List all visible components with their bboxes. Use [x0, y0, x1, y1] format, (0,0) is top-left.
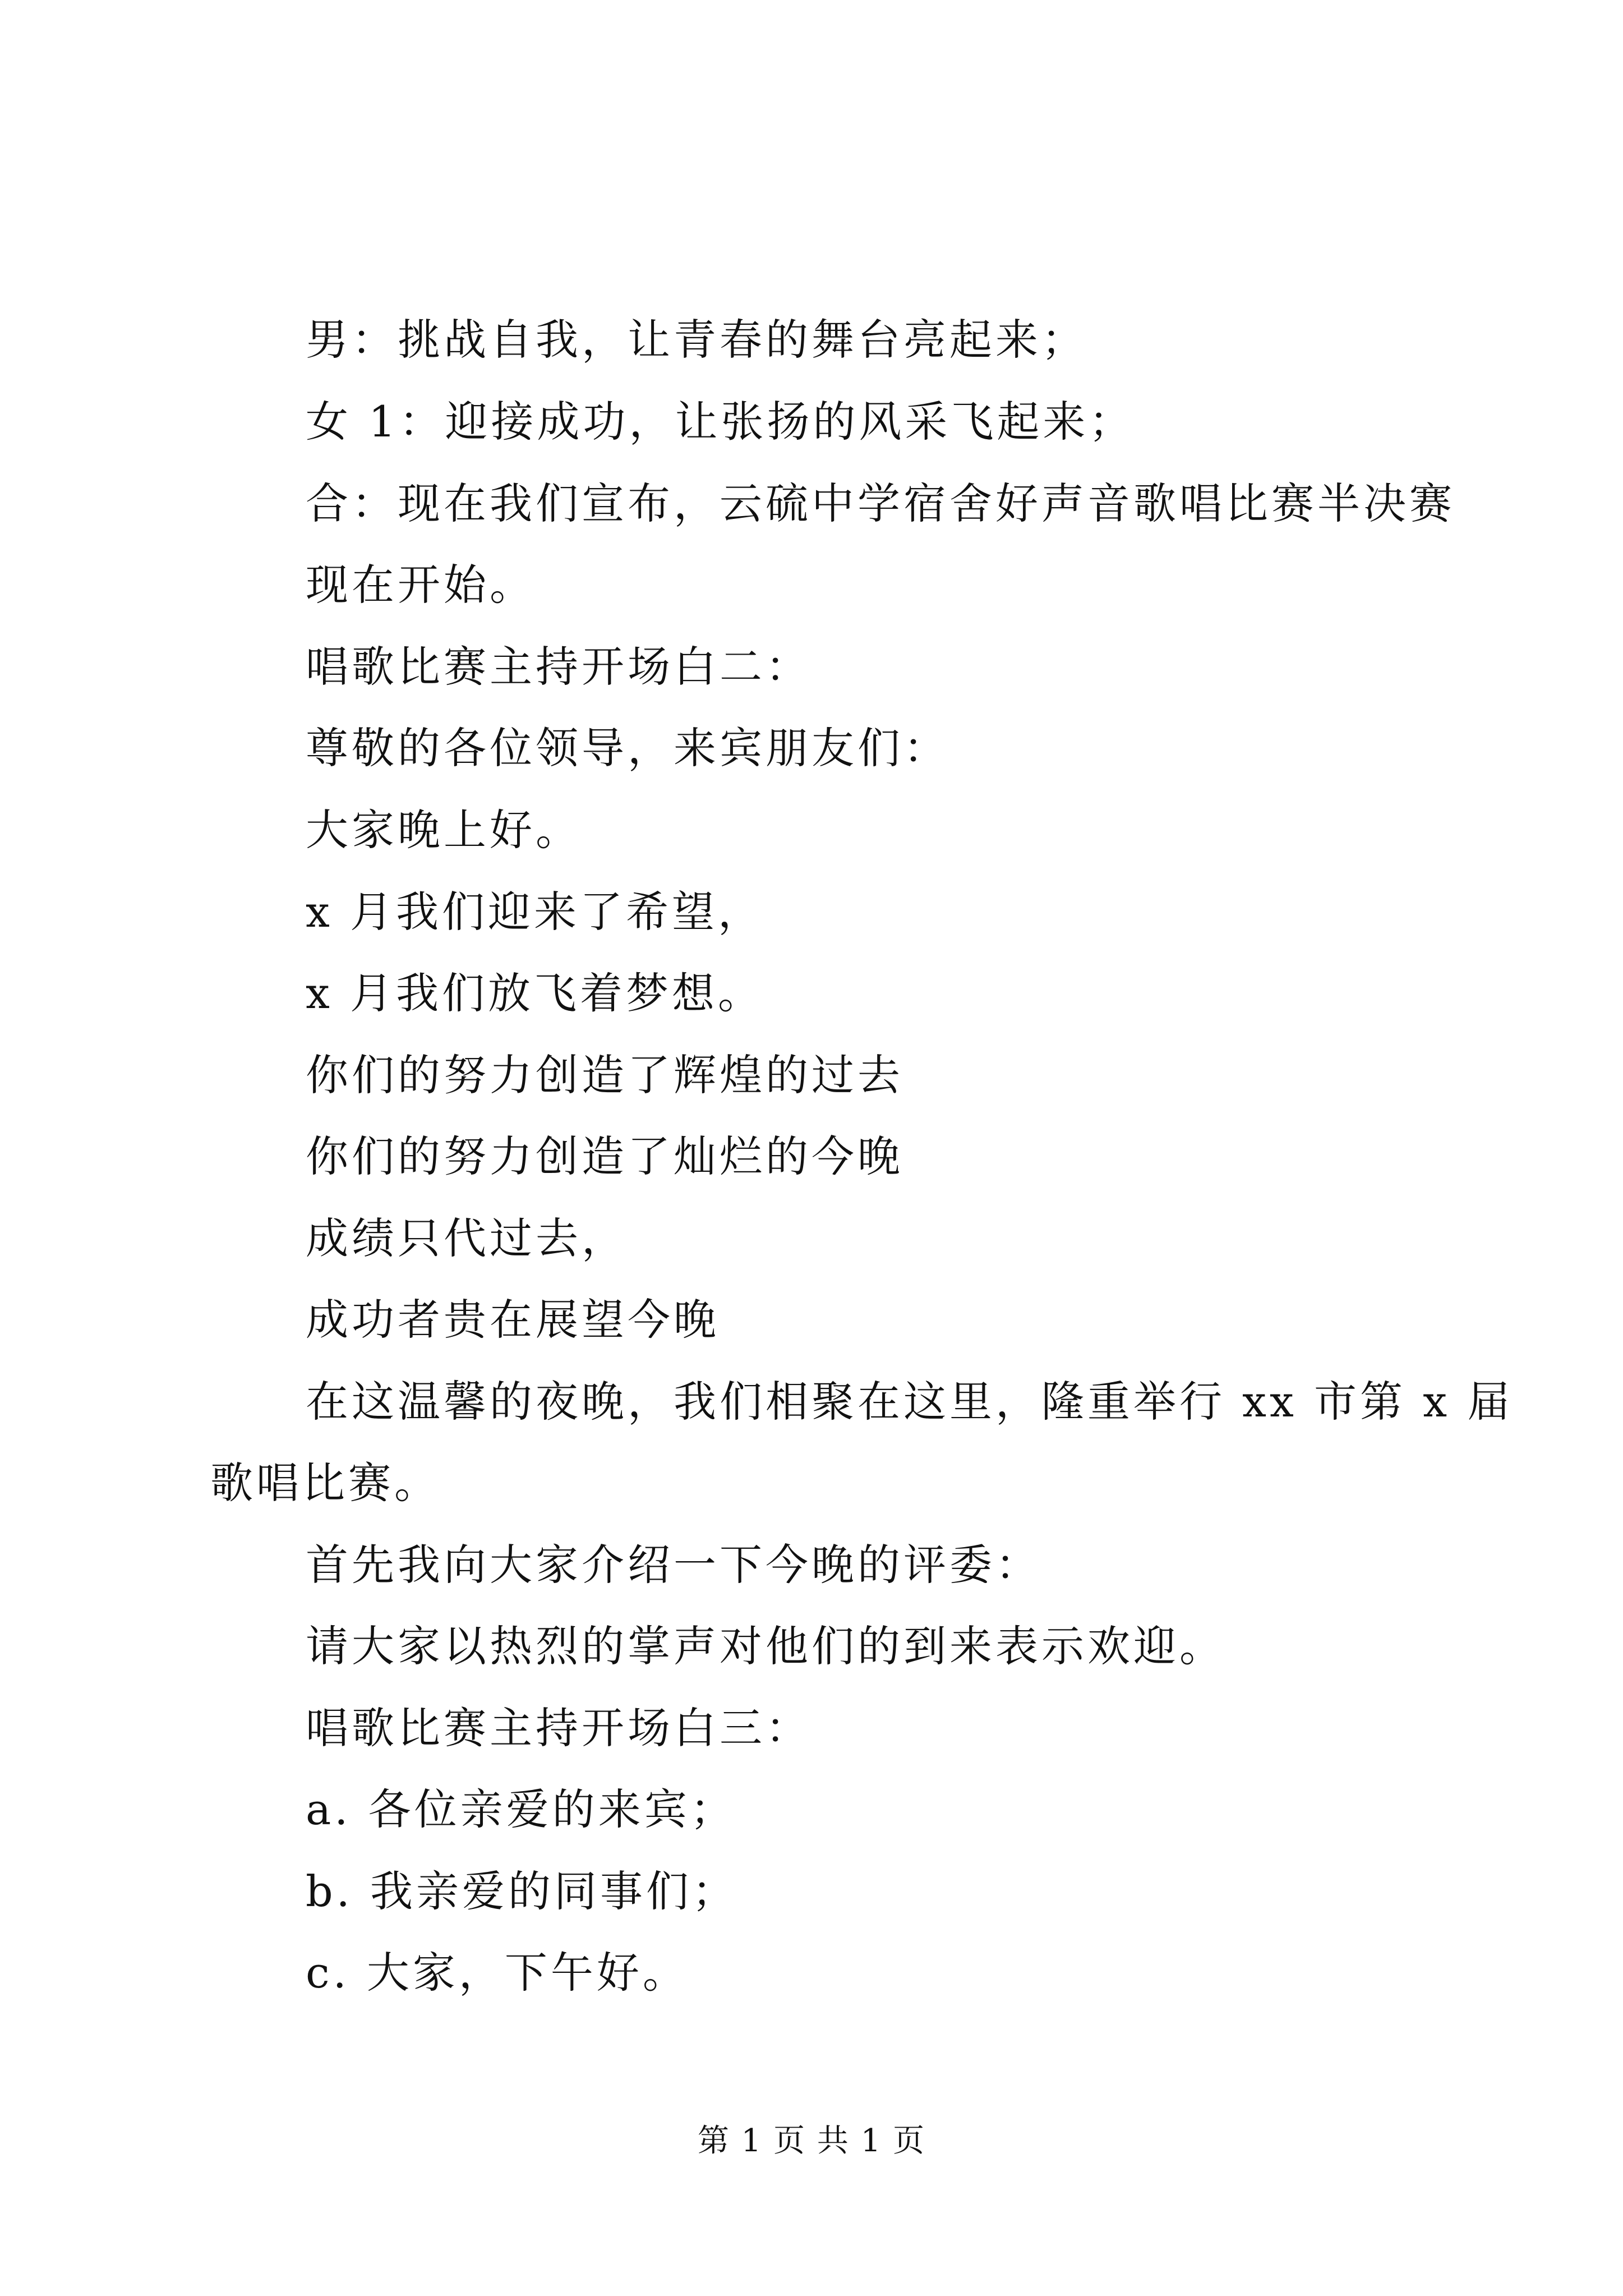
text-line-start: 现在开始。: [306, 560, 536, 610]
text-line-success: 成功者贵在展望今晚: [306, 1295, 720, 1345]
text-line-tonight: 你们的努力创造了灿烂的今晚: [306, 1131, 903, 1181]
text-line-competition: 歌唱比赛。: [210, 1458, 440, 1508]
text-line-together: 合：现在我们宣布，云硫中学宿舍好声音歌唱比赛半决赛: [306, 478, 1455, 528]
section-heading-two: 唱歌比赛主持开场白二：: [306, 642, 811, 692]
list-item-a: a. 各位亲爱的来宾；: [306, 1784, 736, 1834]
page-footer: 第 1 页 共 1 页: [697, 2123, 926, 2159]
text-line-good-evening: 大家晚上好。: [306, 805, 582, 855]
text-line-judges: 首先我向大家介绍一下今晚的评委：: [306, 1540, 1041, 1590]
text-line-greeting: 尊敬的各位领导，来宾朋友们：: [306, 723, 949, 773]
text-line-gathering: 在这温馨的夜晚，我们相聚在这里，隆重举行 xx 市第 x 届: [306, 1377, 1514, 1427]
text-line-male: 男：挑战自我，让青春的舞台亮起来；: [306, 315, 1087, 365]
text-line-achievement: 成绩只代过去，: [306, 1213, 628, 1263]
list-item-c: c. 大家，下午好。: [306, 1948, 689, 1998]
text-line-dream: x 月我们放飞着梦想。: [306, 968, 764, 1018]
text-line-female: 女 1：迎接成功，让张扬的风采飞起来；: [306, 397, 1135, 447]
text-line-welcome: 请大家以热烈的掌声对他们的到来表示欢迎。: [306, 1621, 1225, 1671]
section-heading-three: 唱歌比赛主持开场白三：: [306, 1703, 811, 1753]
text-line-past: 你们的努力创造了辉煌的过去: [306, 1050, 903, 1100]
list-item-b: b. 我亲爱的同事们；: [306, 1866, 738, 1916]
text-line-hope: x 月我们迎来了希望，: [306, 887, 764, 937]
